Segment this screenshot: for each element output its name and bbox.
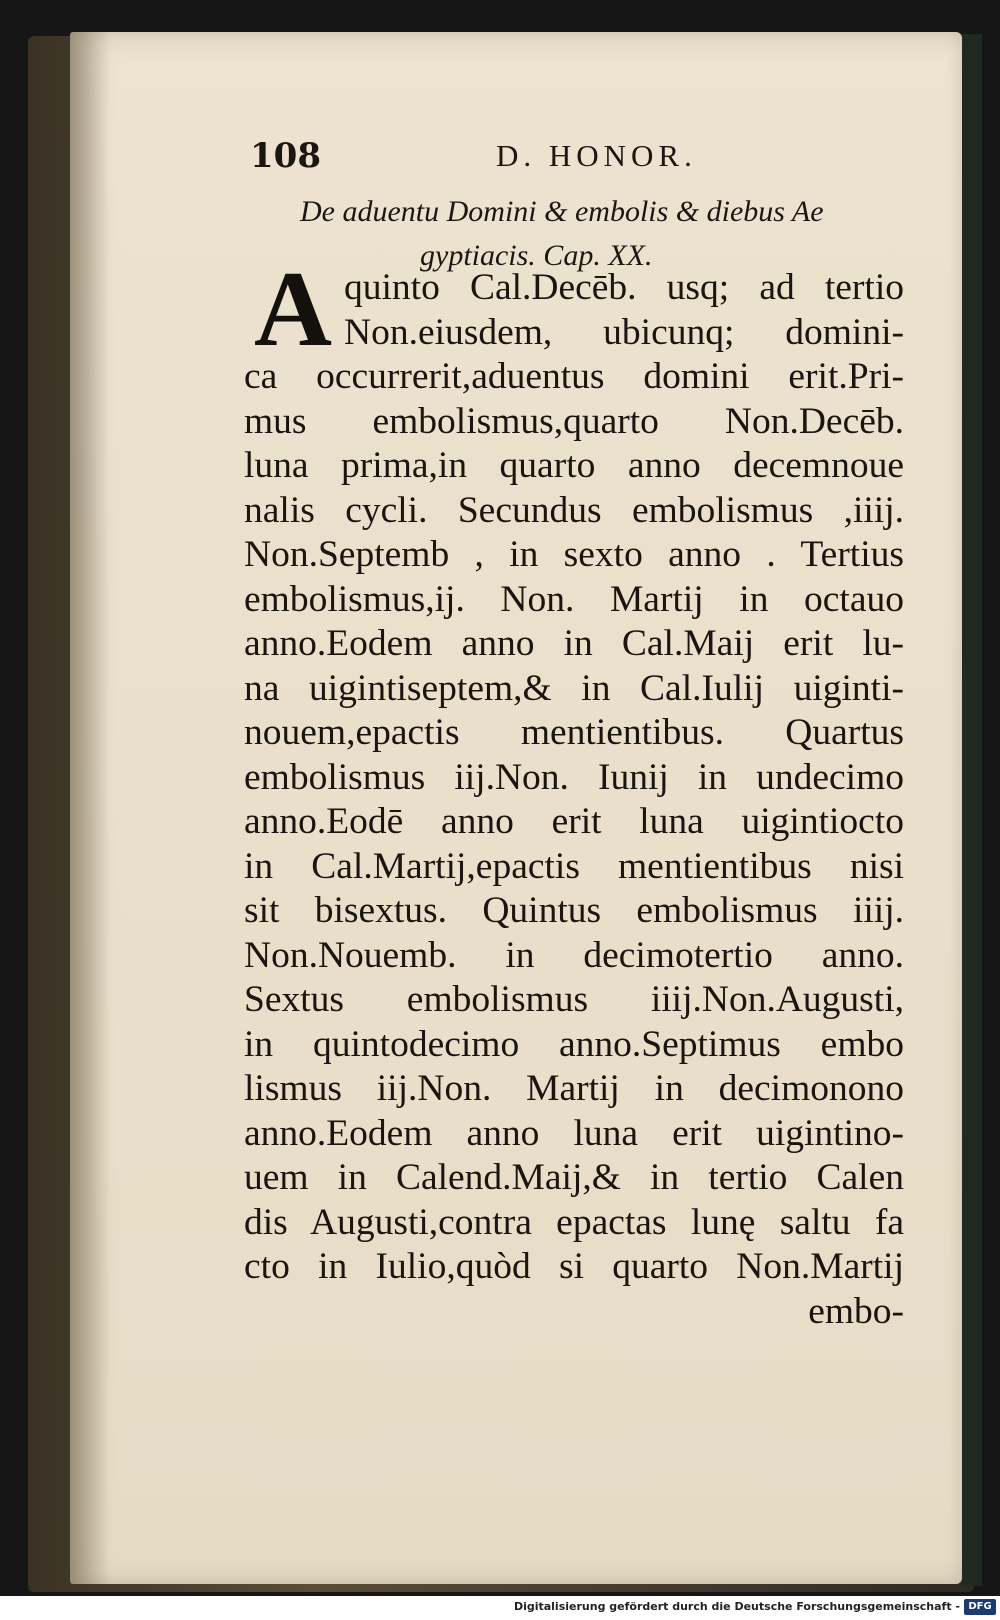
text-line: Non.eiusdem, ubicunq; domini- — [344, 311, 904, 353]
text-line: nalis cycli. Secundus embolismus ,iiij. — [244, 489, 904, 531]
text-line: in quintodecimo anno.Septimus embo — [244, 1023, 904, 1065]
text-line: quinto Cal.Decēb. usq; ad tertio — [344, 267, 904, 308]
text-line: uem in Calend.Maij,& in tertio Calen — [244, 1157, 904, 1198]
right-binding — [962, 34, 982, 1586]
text-line: dis Augusti,contra epactas lunę saltu fa — [244, 1201, 904, 1243]
running-head — [250, 136, 740, 182]
running-title: D. HONOR. — [496, 138, 697, 173]
text-line: na uigintiseptem,& in Cal.Iulij uiginti- — [244, 667, 904, 709]
digitization-credit: Digitalisierung gefördert durch die Deutsche Forschungsgemeinschaft - — [513, 1600, 960, 1613]
catchword: embo- — [808, 1290, 904, 1332]
text-line: sit bisextus. Quintus embolismus iiij. — [244, 890, 904, 931]
body-text — [244, 266, 904, 1334]
text-line: anno.Eodem anno luna erit uigintino- — [244, 1112, 904, 1154]
text-line: lismus iij.Non. Martij in decimonono — [244, 1068, 904, 1109]
chapter-heading-line-2: gyptiacis. Cap. XX. — [420, 239, 653, 272]
dfg-logo-icon[interactable]: DFG — [964, 1599, 996, 1615]
chapter-heading-line-1: De aduentu Domini & embolis & diebus Ae — [300, 195, 824, 228]
text-line: in Cal.Martij,epactis mentientibus nisi — [244, 845, 904, 887]
text-line: anno.Eodē anno erit luna uigintiocto — [244, 801, 904, 842]
spine-shadow — [70, 32, 110, 1584]
page-number: 108 — [250, 136, 321, 176]
text-line: Non.Nouemb. in decimotertio anno. — [244, 934, 904, 976]
text-line: luna prima,in quarto anno decemnoue — [244, 445, 904, 486]
text-line: nouem,epactis mentientibus. Quartus — [244, 712, 904, 753]
footer-bar — [0, 1596, 1000, 1620]
text-line: embolismus,ij. Non. Martij in octauo — [244, 578, 904, 620]
text-line: embolismus iij.Non. Iunij in undecimo — [244, 756, 904, 798]
text-line: mus embolismus,quarto Non.Decēb. — [244, 400, 904, 442]
text-line: cto in Iulio,quòd si quarto Non.Martij — [244, 1246, 904, 1287]
text-line: ca occurrerit,aduentus domini erit.Pri- — [244, 356, 904, 397]
text-line: Non.Septemb , in sexto anno . Tertius — [244, 534, 904, 575]
chapter-heading — [300, 190, 880, 278]
text-line: Sextus embolismus iiij.Non.Augusti, — [244, 979, 904, 1020]
drop-cap: A — [254, 250, 332, 369]
text-line: anno.Eodem anno in Cal.Maij erit lu- — [244, 623, 904, 664]
